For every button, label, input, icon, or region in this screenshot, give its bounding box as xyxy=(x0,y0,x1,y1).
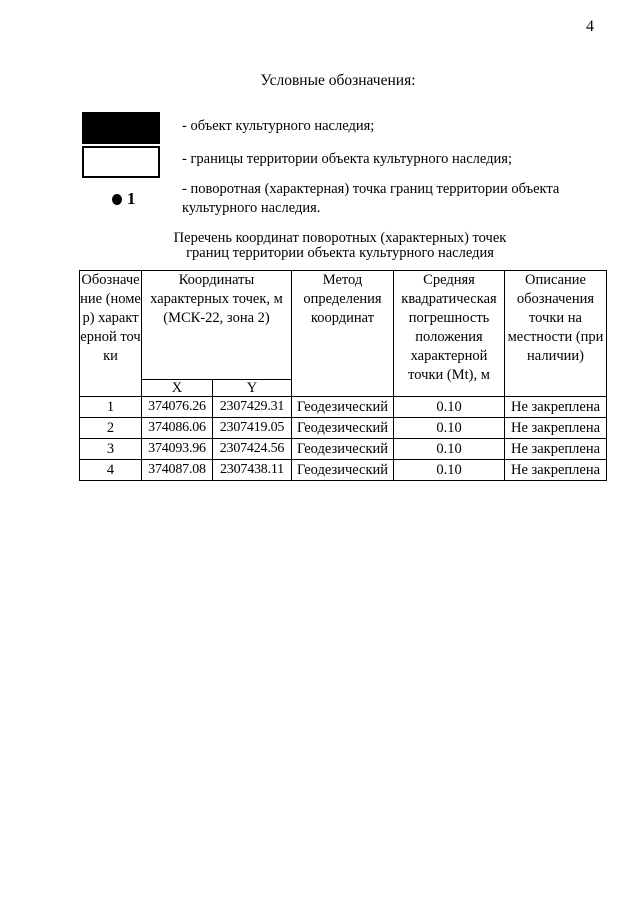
legend-item-turning-point: - поворотная (характерная) точка границ территории объекта культурного наследия. xyxy=(182,181,560,216)
legend-item-heritage-object: - объект культурного наследия; xyxy=(182,118,375,134)
cell-description: Не закреплена xyxy=(505,418,607,439)
coordinates-table xyxy=(79,270,607,481)
header-y: Y xyxy=(213,380,292,397)
cell-num: 4 xyxy=(80,460,142,481)
table-title-line-1: Перечень координат поворотных (характерных) точек xyxy=(173,230,507,246)
header-x: X xyxy=(142,380,213,397)
table-title xyxy=(0,231,640,261)
cell-x: 374076.26 xyxy=(142,397,213,418)
cell-description: Не закреплена xyxy=(505,439,607,460)
cell-x: 374093.96 xyxy=(142,439,213,460)
cell-y: 2307424.56 xyxy=(213,439,292,460)
cell-y: 2307429.31 xyxy=(213,397,292,418)
point-marker-icon xyxy=(112,192,124,206)
cell-method: Геодезический xyxy=(292,418,394,439)
cell-error: 0.10 xyxy=(394,439,505,460)
header-method: Метод определения координат xyxy=(292,271,394,397)
cell-y: 2307438.11 xyxy=(213,460,292,481)
header-description: Описание обозначения точки на местности (при наличии) xyxy=(505,271,607,397)
table-row xyxy=(80,439,607,460)
legend-item-territory-boundary: - границы территории объекта культурного наследия; xyxy=(182,151,512,167)
cell-error: 0.10 xyxy=(394,397,505,418)
header-error: Средняя квадратическая погрешность положения характерной точки (Mt), м xyxy=(394,271,505,397)
cell-num: 1 xyxy=(80,397,142,418)
cell-x: 374086.06 xyxy=(142,418,213,439)
cell-error: 0.10 xyxy=(394,418,505,439)
cell-method: Геодезический xyxy=(292,397,394,418)
point-marker-label: 1 xyxy=(127,189,136,208)
cell-method: Геодезический xyxy=(292,439,394,460)
page-number: 4 xyxy=(586,18,594,35)
cell-description: Не закреплена xyxy=(505,460,607,481)
table-row xyxy=(80,397,607,418)
cell-method: Геодезический xyxy=(292,460,394,481)
header-coordinates: Координаты характерных точек, м (МСК-22, зона 2) xyxy=(142,271,292,380)
territory-boundary-symbol xyxy=(82,146,160,178)
cell-error: 0.10 xyxy=(394,460,505,481)
table-title-line-2: границ территории объекта культурного наследия xyxy=(186,245,494,261)
cell-num: 3 xyxy=(80,439,142,460)
legend-title: Условные обозначения: xyxy=(260,72,416,89)
header-designation: Обозначение (номер) характерной точки xyxy=(80,271,142,397)
heritage-object-symbol xyxy=(82,112,160,144)
cell-x: 374087.08 xyxy=(142,460,213,481)
cell-y: 2307419.05 xyxy=(213,418,292,439)
table-row xyxy=(80,418,607,439)
cell-num: 2 xyxy=(80,418,142,439)
table-row xyxy=(80,460,607,481)
cell-description: Не закреплена xyxy=(505,397,607,418)
